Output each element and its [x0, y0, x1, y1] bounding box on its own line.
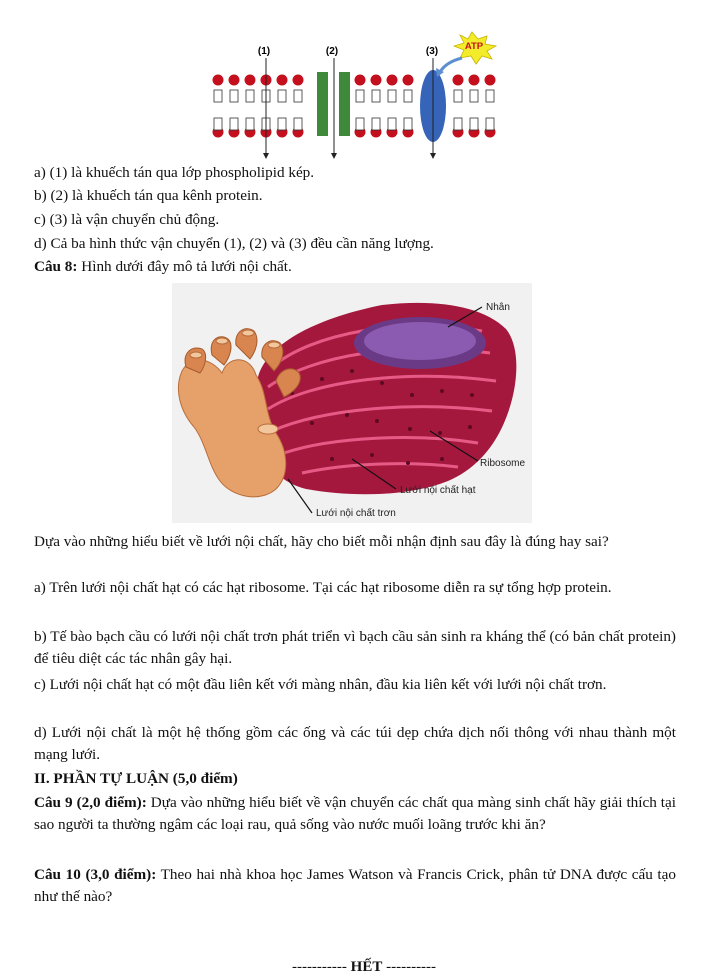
phospholipid-head — [293, 75, 304, 86]
label-ribosome: Ribosome — [480, 458, 526, 469]
phospholipid-tail — [246, 118, 254, 130]
phospholipid-head — [453, 75, 464, 86]
phospholipid-head — [229, 75, 240, 86]
phospholipid-head — [245, 75, 256, 86]
channel-protein-right — [339, 72, 350, 136]
phospholipid-tail — [278, 90, 286, 102]
label-1: (1) — [257, 46, 271, 57]
phospholipid-head — [213, 75, 224, 86]
end-dash-left: ----------- — [291, 959, 351, 975]
phospholipid-tail — [454, 90, 462, 102]
phospholipid-tail — [246, 90, 254, 102]
membrane-diagram — [206, 28, 502, 160]
phospholipid-head — [277, 75, 288, 86]
phospholipid-head — [485, 75, 496, 86]
section-2-heading: II. PHẦN TỰ LUẬN (5,0 điểm) — [34, 770, 238, 787]
phospholipid-tail — [388, 118, 396, 130]
phospholipid-tail — [404, 90, 412, 102]
end-marker — [0, 958, 728, 976]
membrane-figure — [206, 28, 502, 160]
phospholipid-tail — [454, 118, 462, 130]
q8-option-b: b) Tế bào bạch cầu có lưới nội chất trơn phát triển vì bạch cầu sản sinh ra kháng thể (có bản chất protein) để tiêu diệt các tác nhân gây hại. — [34, 628, 676, 667]
phospholipid-tail — [372, 90, 380, 102]
nucleus-inner — [364, 322, 476, 360]
q7-option-b: b) (2) là khuếch tán qua kênh protein. — [34, 187, 263, 204]
q7-option-a: a) (1) là khuếch tán qua lớp phospholipid kép. — [34, 164, 315, 181]
phospholipid-tail — [470, 90, 478, 102]
atp-arrow — [440, 58, 462, 72]
q10 — [34, 864, 676, 908]
q10-label: Câu 10 (3,0 điểm): — [34, 866, 157, 883]
q8-text: Hình dưới đây mô tả lưới nội chất. — [77, 258, 292, 275]
er-figure — [172, 283, 532, 523]
phospholipid-tail — [356, 118, 364, 130]
channel-protein-left — [317, 72, 328, 136]
q9 — [34, 792, 676, 836]
q8-option-a: a) Trên lưới nội chất hạt có các hạt ribosome. Tại các hạt ribosome diễn ra sự tổng hợp protein. — [34, 579, 612, 596]
phospholipid-tail — [294, 90, 302, 102]
label-rough-er: Lưới nội chất hạt — [400, 485, 476, 496]
phospholipid-tail — [230, 90, 238, 102]
phospholipid-head — [469, 75, 480, 86]
phospholipid-tail — [404, 118, 412, 130]
label-3: (3) — [425, 46, 439, 57]
phospholipid-tail — [278, 118, 286, 130]
q9-label: Câu 9 (2,0 điểm): — [34, 794, 147, 811]
phospholipid-tail — [294, 118, 302, 130]
phospholipid-head — [355, 75, 366, 86]
end-dash-right: ---------- — [382, 959, 437, 975]
q8-option-c: c) Lưới nội chất hạt có một đầu liên kết với màng nhân, đầu kia liên kết với lưới nội chất trơn. — [34, 676, 607, 693]
phospholipid-tail — [486, 90, 494, 102]
q7-option-d: d) Cả ba hình thức vận chuyển (1), (2) và (3) đều cần năng lượng. — [34, 235, 434, 252]
phospholipid-tail — [214, 118, 222, 130]
phospholipid-head — [387, 75, 398, 86]
er-diagram — [172, 283, 532, 523]
q10-text: Theo hai nhà khoa học James Watson và Francis Crick, phân tử DNA được cấu tạo như thế nào? — [34, 866, 676, 905]
q8-label: Câu 8: — [34, 258, 78, 275]
phospholipid-tail — [388, 90, 396, 102]
q8-option-d: d) Lưới nội chất là một hệ thống gồm các ống và các túi dẹp chứa dịch nối thông với nhau thành một mạng lưới. — [34, 724, 676, 763]
phospholipid-tail — [214, 90, 222, 102]
label-2: (2) — [325, 46, 339, 57]
q8-prompt: Dựa vào những hiểu biết về lưới nội chất, hãy cho biết mỗi nhận định sau đây là đúng hay sai? — [34, 533, 609, 550]
q7-option-c: c) (3) là vận chuyển chủ động. — [34, 211, 220, 228]
phospholipid-head — [403, 75, 414, 86]
phospholipid-tail — [372, 118, 380, 130]
label-smooth-er: Lưới nội chất trơn — [316, 508, 396, 519]
phospholipid-head — [371, 75, 382, 86]
phospholipid-tail — [470, 118, 478, 130]
phospholipid-tail — [230, 118, 238, 130]
end-word: HẾT — [350, 959, 383, 975]
q8-heading — [34, 257, 292, 277]
label-nucleus: Nhân — [486, 302, 510, 313]
phospholipid-tail — [486, 118, 494, 130]
phospholipid-tail — [356, 90, 364, 102]
atp-label: ATP — [464, 41, 484, 52]
q9-text: Dựa vào những hiểu biết về vận chuyển các chất qua màng sinh chất hãy giải thích tại sao người ta thường ngâm các loại rau, quả sống vào nước muối loãng trước khi ăn? — [34, 794, 676, 833]
